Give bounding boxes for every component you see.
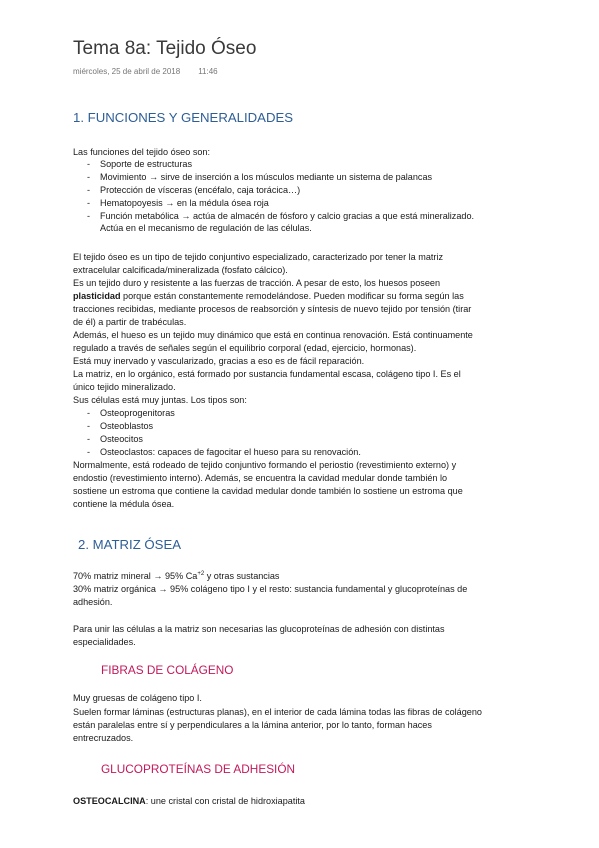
list-item: - Movimiento → sirve de inserción a los músculos mediante un sistema de palancas [87, 172, 433, 182]
paragraph-line: entrecruzados. [73, 733, 134, 743]
list-item: - Osteocitos [87, 434, 143, 444]
list-item: - Osteoclastos: capaces de fagocitar el hueso para su renovación. [87, 447, 361, 457]
paragraph-line: especialidades. [73, 637, 136, 647]
plasticity-term: plasticidad [73, 291, 121, 301]
osteocalcina-term: OSTEOCALCINA [73, 796, 146, 806]
paragraph-line: Además, el hueso es un tejido muy dinámico que está en continua renovación. Está continuamente [73, 330, 473, 340]
paragraph-line: regulado a través de señales según el equilibrio corporal (edad, ejercicio, hormonas). [73, 343, 417, 353]
paragraph-line: adhesión. [73, 597, 113, 607]
paragraph-line: tracciones recibidas, mediante procesos de reabsorción y síntesis de nuevo tejido por tensión (tirar [73, 304, 472, 314]
paragraph-line: La matriz, en lo orgánico, está formado por sustancia fundamental escasa, colágeno tipo I. Es el [73, 369, 461, 379]
paragraph-line: único tejido mineralizado. [73, 382, 176, 392]
list-item: - Soporte de estructuras [87, 159, 192, 169]
paragraph-line: extracelular calcificada/mineralizada (fosfato cálcico). [73, 265, 288, 275]
section-heading-matriz: 2. MATRIZ ÓSEA [78, 537, 182, 552]
note-time: 11:46 [198, 67, 218, 76]
paragraph-line: están paralelas entre sí y perpendiculares a la lámina anterior, por lo tanto, forman haces [73, 720, 432, 730]
paragraph-line: Muy gruesas de colágeno tipo I. [73, 693, 202, 703]
list-item-continuation: Actúa en el mecanismo de regulación de las células. [100, 223, 312, 233]
list-item: - Protección de vísceras (encéfalo, caja torácica…) [87, 185, 301, 195]
subheading-fibras: FIBRAS DE COLÁGENO [101, 663, 234, 677]
paragraph-line: Para unir las células a la matriz son necesarias las glucoproteínas de adhesión con distintas [73, 624, 445, 634]
paragraph-line: 70% matriz mineral → 95% $Ca^{+2}$ y otras sustancias [73, 571, 280, 581]
paragraph-line: plasticidad porque están constantemente remodelándose. Pueden modificar su forma según las [73, 291, 464, 301]
paragraph-line: Es un tejido duro y resistente a las fuerzas de tracción. A pesar de esto, los huesos poseen [73, 278, 440, 288]
superscript: +2 [197, 571, 205, 577]
paragraph-line: sostiene un estroma que contiene la cavidad medular donde también lo sostiene un estroma que [73, 486, 463, 496]
subheading-glucoproteinas: GLUCOPROTEÍNAS DE ADHESIÓN [101, 762, 296, 776]
list-item: - Osteoblastos [87, 421, 154, 431]
paragraph-line: Las funciones del tejido óseo son: [73, 147, 211, 157]
list-item: - Hematopoyesis → en la médula ósea roja [87, 198, 269, 208]
paragraph-line: contiene la médula ósea. [73, 499, 175, 509]
page-title: Tema 8a: Tejido Óseo [73, 38, 257, 59]
section-heading-funciones: 1. FUNCIONES Y GENERALIDADES [73, 110, 294, 125]
paragraph-line: Normalmente, está rodeado de tejido conjuntivo formando el periostio (revestimiento externo) y [73, 460, 457, 470]
paragraph-line: 30% matriz orgánica → 95% colágeno tipo I y el resto: sustancia fundamental y glucoproteínas de [73, 584, 468, 594]
paragraph-line: Sus células está muy juntas. Los tipos son: [73, 395, 247, 405]
list-item: - Osteoprogenitoras [87, 408, 175, 418]
paragraph-line: OSTEOCALCINA: une cristal con cristal de hidroxiapatita [73, 796, 305, 806]
list-item: - Función metabólica → actúa de almacén de fósforo y calcio gracias a que está mineralizado. [87, 211, 475, 221]
paragraph-line: Está muy inervado y vascularizado, gracias a eso es de fácil reparación. [73, 356, 365, 366]
paragraph-line: Suelen formar láminas (estructuras planas), en el interior de cada lámina todas las fibras de colágeno [73, 707, 482, 717]
paragraph-line: de él) a partir de trabéculas. [73, 317, 187, 327]
note-date: miércoles, 25 de abril de 2018 [73, 67, 181, 76]
paragraph-line: endostio (revestimiento interno). Además, se encuentra la cavidad medular donde también lo [73, 473, 448, 483]
note-meta [73, 67, 218, 76]
paragraph-line: El tejido óseo es un tipo de tejido conjuntivo especializado, caracterizado por tener la matriz [73, 252, 444, 262]
